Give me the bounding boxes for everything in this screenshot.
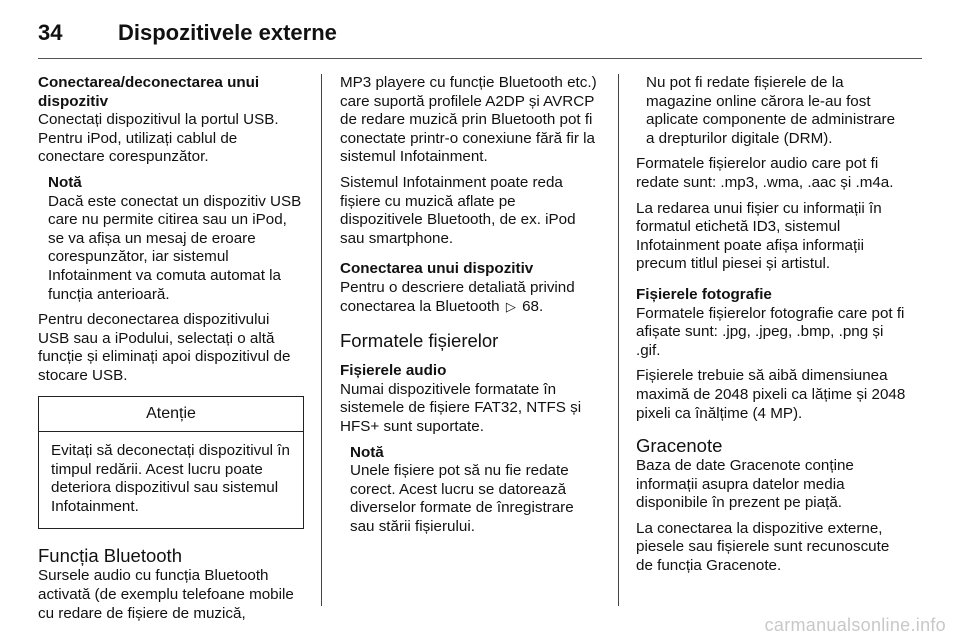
paragraph-connect: Conectați dispozitivul la portul USB. Pentru iPod, utilizați cablul de conectare corespunzător. [38,111,279,166]
page-number: 34 [38,20,63,45]
heading-bluetooth: Funcția Bluetooth [38,545,182,567]
column-divider-2 [618,74,619,606]
paragraph-photo-size: Fișierele trebuie să aibă dimensiunea maximă de 2048 pixeli ca lățime și 2048 pixeli ca înălțime (4 MP). [636,367,906,422]
paragraph-audio-files: Numai dispozitivele formatate în sistemele de fișiere FAT32, NTFS și HFS+ sunt suportate. [340,380,582,435]
note-title: Notă [350,443,384,461]
paragraph-gracenote-2: La conectarea la dispozitive externe, piesele sau fișierele sunt recunoscute de funcția Gracenote. [636,519,890,575]
paragraph-connect-device: Pentru o descriere detaliată privind conectarea la Bluetooth ▷ 68. [340,278,575,315]
column-3 [636,74,906,583]
note-usb-error [38,174,304,304]
heading-photo-files: Fișierele fotografie [636,285,772,303]
warning-box [38,396,304,530]
paragraph-bluetooth: Sursele audio cu funcția Bluetooth activată (de exemplu telefoane mobile cu redare de fișiere de muzică, [38,567,294,622]
watermark: carmanualsonline.info [764,615,946,635]
column-divider-1 [321,74,322,606]
paragraph-drm: Nu pot fi redate fișierele de la magazine online cărora le-au fost aplicate componente de administrare a drepturilor digitale (DRM). [646,74,896,147]
paragraph-bluetooth-continued: MP3 playere cu funcție Bluetooth etc.) care suportă profilele A2DP și AVRCP de redare muzică prin Bluetooth pot fi conectate printr-o conexiune fără fir la sistemul Infotainment. [340,74,597,166]
warning-title: Atenție [39,397,303,433]
header-divider [38,58,922,59]
column-2 [340,74,602,543]
page-header [38,14,922,54]
heading-file-formats: Formatele fișierelor [340,330,499,352]
note-text: Dacă este conectat un dispozitiv USB care nu permite citirea sau un iPod, se va afișa un mesaj de eroare corespunzător, iar sistemul Infotainment va comuta automat la funcția anterioară. [48,192,302,303]
paragraph-bluetooth-files: Sistemul Infotainment poate reda fișiere cu muzică aflate pe dispozitivele Bluetooth, de ex. iPod sau smartphone. [340,173,576,247]
page-reference[interactable]: 68. [522,297,544,315]
page-reference-icon: ▷ [505,298,516,314]
warning-text: Evitați să deconectați dispozitivul în timpul redării. Acest lucru poate deteriora dispozitivul sau sistemul Infotainment. [51,442,290,515]
paragraph-photo-formats: Formatele fișierelor fotografie care pot fi afișate sunt: .jpg, .jpeg, .bmp, .png și .gif. [636,304,905,359]
heading-gracenote: Gracenote [636,435,723,457]
paragraph-gracenote: Baza de date Gracenote conține informații asupra datelor media disponibile în prezent pe piață. [636,457,854,512]
note-text: Unele fișiere pot să nu fie redate corect. Acest lucru se datorează diverselor formate de înregistrare sau stării fișierului. [350,462,574,535]
column-1 [38,74,304,630]
heading-audio-files: Fișierele audio [340,362,447,380]
note-title: Notă [48,173,82,191]
heading-connect-device: Conectarea unui dispozitiv [340,260,534,278]
page-title: Dispozitivele externe [118,20,337,45]
paragraph-disconnect: Pentru deconectarea dispozitivului USB sau a iPodului, selectați o altă funcție și eliminați apoi dispozitivul de stocare USB. [38,311,291,384]
note-playback [340,444,602,537]
heading-connect-disconnect: Conectarea/deconectarea unui dispozitiv [38,74,260,110]
paragraph-audio-formats: Formatele fișierelor audio care pot fi redate sunt: .mp3, .wma, .aac și .m4a. [636,155,894,191]
paragraph-id3: La redarea unui fișier cu informații în formatul etichetă ID3, sistemul Infotainment poate afișa informații precum titlul piesei și artistul. [636,199,882,273]
